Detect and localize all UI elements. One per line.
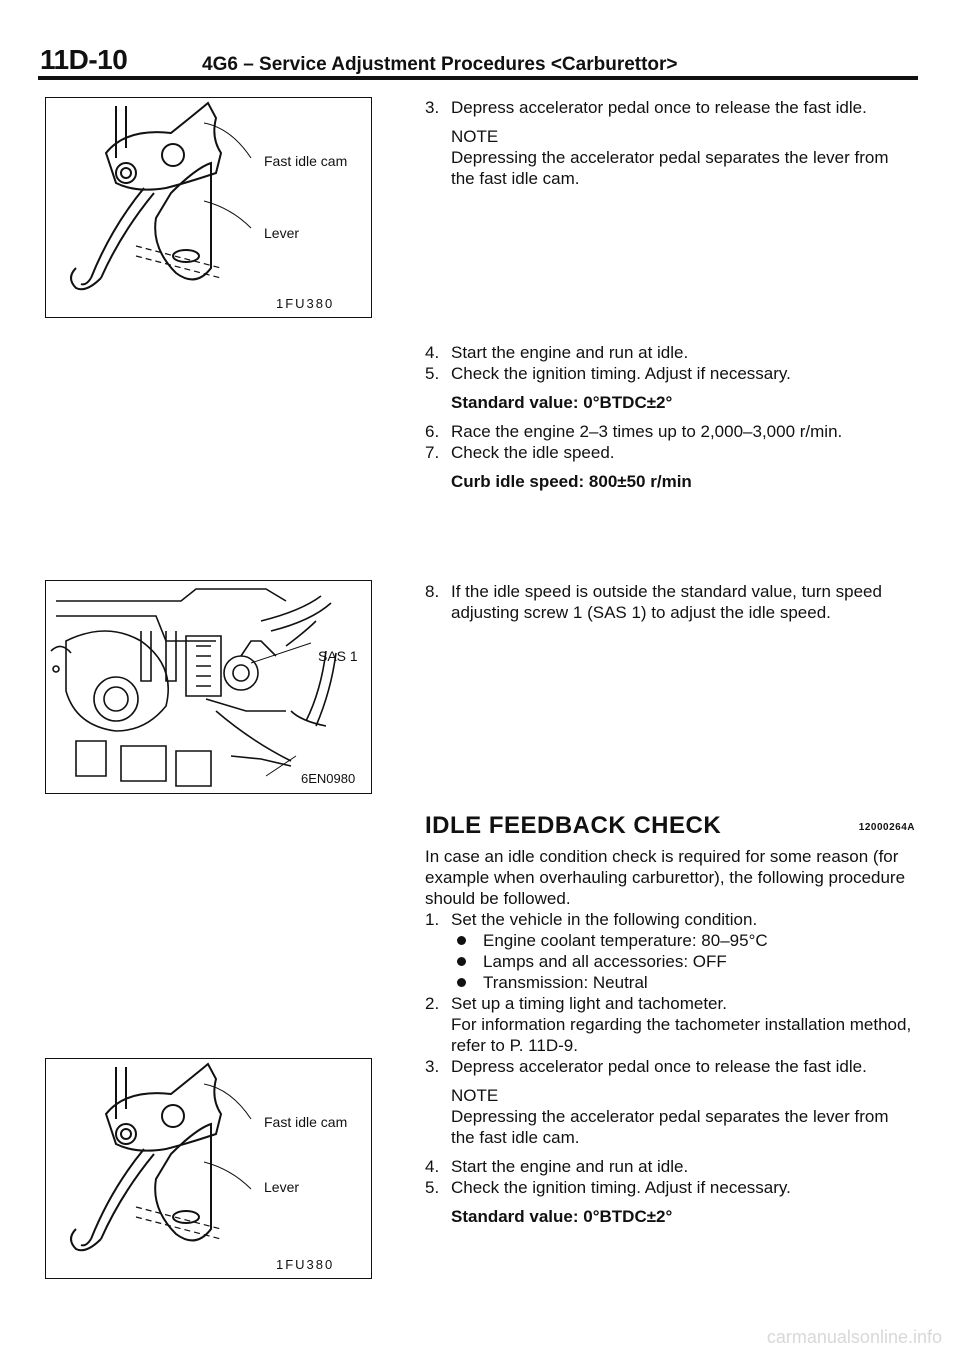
callout-fast-idle-cam: Fast idle cam	[264, 153, 348, 169]
section-code: 12000264A	[858, 822, 915, 833]
step-number: 8.	[425, 582, 440, 601]
curb-idle-speed: Curb idle speed: 800±50 r/min	[451, 472, 692, 491]
callout-sas1: SAS 1	[318, 648, 358, 664]
section-body	[425, 846, 915, 1227]
step-text: Check the ignition timing. Adjust if necessary.	[451, 1178, 791, 1197]
bullet-text: Lamps and all accessories: OFF	[483, 952, 727, 971]
step-text: Check the idle speed.	[451, 443, 615, 462]
watermark: carmanualsonline.info	[766, 1327, 942, 1347]
section-heading	[425, 812, 915, 840]
step-block-3	[425, 581, 915, 623]
step-item	[425, 581, 915, 623]
callout-lever: Lever	[264, 1179, 300, 1195]
bullet-dot-icon	[457, 936, 466, 945]
section-intro: In case an idle condition check is required for some reason (for example when overhauling carburettor), the following procedure should be followed.	[425, 847, 906, 908]
figure-fast-idle-cam-1	[45, 97, 372, 318]
step-text: If the idle speed is outside the standard value, turn speed adjusting screw 1 (SAS 1) to adjust the idle speed.	[451, 582, 882, 622]
standard-value: Standard value: 0°BTDC±2°	[451, 1207, 673, 1226]
note-label: NOTE	[451, 127, 499, 146]
page-header	[38, 10, 918, 76]
callout-lever: Lever	[264, 225, 300, 241]
step-block-2	[425, 342, 915, 492]
bullet-text: Transmission: Neutral	[483, 973, 648, 992]
step-number: 3.	[425, 1057, 440, 1076]
note-label: NOTE	[451, 1086, 499, 1105]
header-rule	[38, 76, 918, 80]
figure-id: 1FU380	[276, 1257, 335, 1272]
step-text: Race the engine 2–3 times up to 2,000–3,000 r/min.	[451, 422, 843, 441]
section-title: IDLE FEEDBACK CHECK	[425, 812, 722, 839]
step-item	[425, 342, 915, 363]
note-text: Depressing the accelerator pedal separates the lever from the fast idle cam.	[451, 1107, 889, 1147]
step-number: 7.	[425, 443, 440, 462]
standard-value: Standard value: 0°BTDC±2°	[451, 393, 673, 412]
figure-sas1	[45, 580, 372, 794]
step-text: Depress accelerator pedal once to release the fast idle.	[451, 1057, 867, 1076]
step-number: 6.	[425, 422, 440, 441]
bullet-text: Engine coolant temperature: 80–95°C	[483, 931, 768, 950]
figure-id: 6EN0980	[301, 771, 356, 786]
step-item	[425, 97, 915, 118]
step-text: Set up a timing light and tachometer.	[451, 994, 727, 1013]
step-item	[425, 909, 915, 930]
page-number: 11D-10	[40, 44, 128, 75]
step-number: 2.	[425, 994, 440, 1013]
fast-idle-cam-illustration	[46, 98, 373, 319]
step-item	[425, 442, 915, 463]
page-title: 4G6 – Service Adjustment Procedures <Carburettor>	[202, 54, 678, 75]
step-text: Check the ignition timing. Adjust if necessary.	[451, 364, 791, 383]
step-number: 5.	[425, 364, 440, 383]
step-text: Start the engine and run at idle.	[451, 1157, 689, 1176]
step-number: 5.	[425, 1178, 440, 1197]
step-item	[425, 363, 915, 384]
step-text: Set the vehicle in the following condition.	[451, 910, 758, 929]
step-item	[425, 1156, 915, 1177]
bullet-dot-icon	[457, 978, 466, 987]
step-number: 3.	[425, 98, 440, 117]
figure-id: 1FU380	[276, 296, 335, 311]
step-number: 4.	[425, 1157, 440, 1176]
step-item	[425, 1056, 915, 1077]
note-text: Depressing the accelerator pedal separates the lever from the fast idle cam.	[451, 148, 889, 188]
carburettor-sas-illustration	[46, 581, 373, 795]
step-text: Depress accelerator pedal once to release the fast idle.	[451, 98, 867, 117]
step-item	[425, 1177, 915, 1198]
step-block-1	[425, 97, 915, 189]
condition-bullet	[425, 930, 915, 951]
step-item	[425, 993, 915, 1014]
condition-bullet	[425, 972, 915, 993]
step-subtext: For information regarding the tachometer installation method, refer to P. 11D-9.	[451, 1015, 912, 1055]
bullet-dot-icon	[457, 957, 466, 966]
step-number: 4.	[425, 343, 440, 362]
fast-idle-cam-illustration	[46, 1059, 373, 1280]
step-text: Start the engine and run at idle.	[451, 343, 689, 362]
step-number: 1.	[425, 910, 440, 929]
condition-bullet	[425, 951, 915, 972]
callout-fast-idle-cam: Fast idle cam	[264, 1114, 348, 1130]
step-item	[425, 421, 915, 442]
figure-fast-idle-cam-2	[45, 1058, 372, 1279]
